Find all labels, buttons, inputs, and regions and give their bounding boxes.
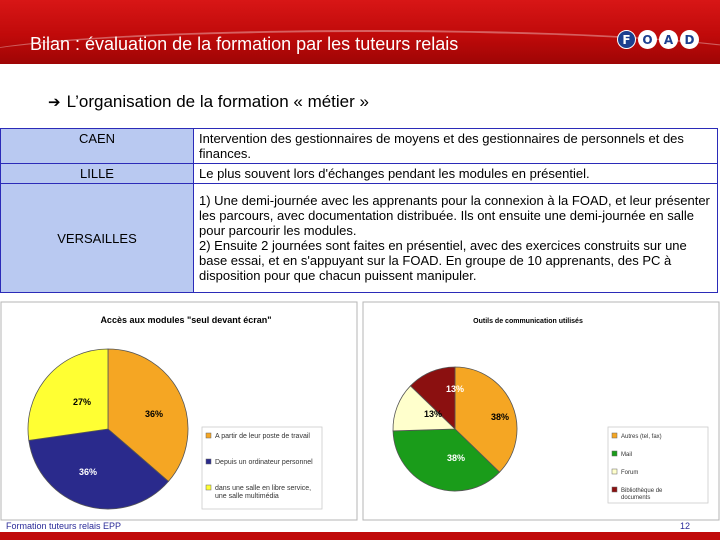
table-row [1, 184, 718, 293]
table-row [1, 164, 718, 184]
slice-label: 27% [72, 397, 92, 407]
slice-label: 36% [144, 409, 164, 419]
legend-swatch [206, 459, 211, 464]
logo-letter-f: F [617, 30, 636, 49]
charts-area [0, 301, 720, 521]
section-heading-text: L’organisation de la formation « métier » [66, 92, 369, 111]
page-number: 12 [680, 521, 691, 531]
description-cell: Le plus souvent lors d'échanges pendant les modules en présentiel. [194, 164, 718, 184]
slice-label: 36% [78, 467, 98, 477]
description-cell: 1) Une demi-journée avec les apprenants pour la connexion à la FOAD, et leur présenter les parcours, avec documentation distribuée. Ils ont ensuite une demi-journée en salle pour parcourir les modules. 2) Ensuite 2 journées sont faites en présentiel, avec des exercices construits sur une base essai, et en s'appuyant sur la FOAD. En groupe de 10 apprenants, des PC à disposition pour que chacun puissent manipuler. [194, 184, 718, 293]
footer-text: Formation tuteurs relais EPP [6, 521, 122, 531]
description-cell: Intervention des gestionnaires de moyens et des gestionnaires de personnels et des finances. [194, 129, 718, 164]
slice-label: 13% [423, 409, 443, 419]
slice-label: 13% [445, 384, 465, 394]
foad-logo [617, 30, 699, 49]
chart-title: Accès aux modules "seul devant écran" [100, 315, 272, 325]
slice-label: 38% [446, 453, 466, 463]
legend-label: Forum [621, 470, 639, 476]
legend-swatch [612, 487, 617, 492]
legend-swatch [612, 469, 617, 474]
legend-label: Autres (tel, fax) [621, 434, 662, 440]
pie-chart-2 [363, 302, 719, 520]
city-cell: CAEN [1, 129, 194, 164]
logo-letter-o: O [638, 30, 657, 49]
pie-chart-1 [1, 302, 357, 520]
legend-swatch [206, 485, 211, 490]
logo-letter-d: D [680, 30, 699, 49]
footer-bar [0, 532, 720, 540]
section-heading [48, 92, 369, 112]
table-row [1, 129, 718, 164]
chart-title: Outils de communication utilisés [473, 318, 583, 325]
slide-title: Bilan : évaluation de la formation par les tuteurs relais [30, 34, 459, 54]
arrow-right-icon: ➔ [48, 94, 61, 111]
organisation-table [0, 128, 718, 293]
slide-header [0, 0, 720, 64]
logo-letter-a: A [659, 30, 678, 49]
slice-label: 38% [490, 412, 510, 422]
city-cell: VERSAILLES [1, 184, 194, 293]
legend-swatch [612, 451, 617, 456]
legend-label: Mail [621, 452, 633, 458]
legend-label: Bibliothèque de documents [621, 488, 663, 501]
city-cell: LILLE [1, 164, 194, 184]
legend-swatch [612, 433, 617, 438]
legend-label: A partir de leur poste de travail [215, 433, 310, 440]
legend-swatch [206, 433, 211, 438]
charts-svg [0, 301, 720, 521]
legend-label: dans une salle en libre service, une salle multimédia [215, 485, 312, 500]
legend-label: Depuis un ordinateur personnel [215, 459, 313, 466]
